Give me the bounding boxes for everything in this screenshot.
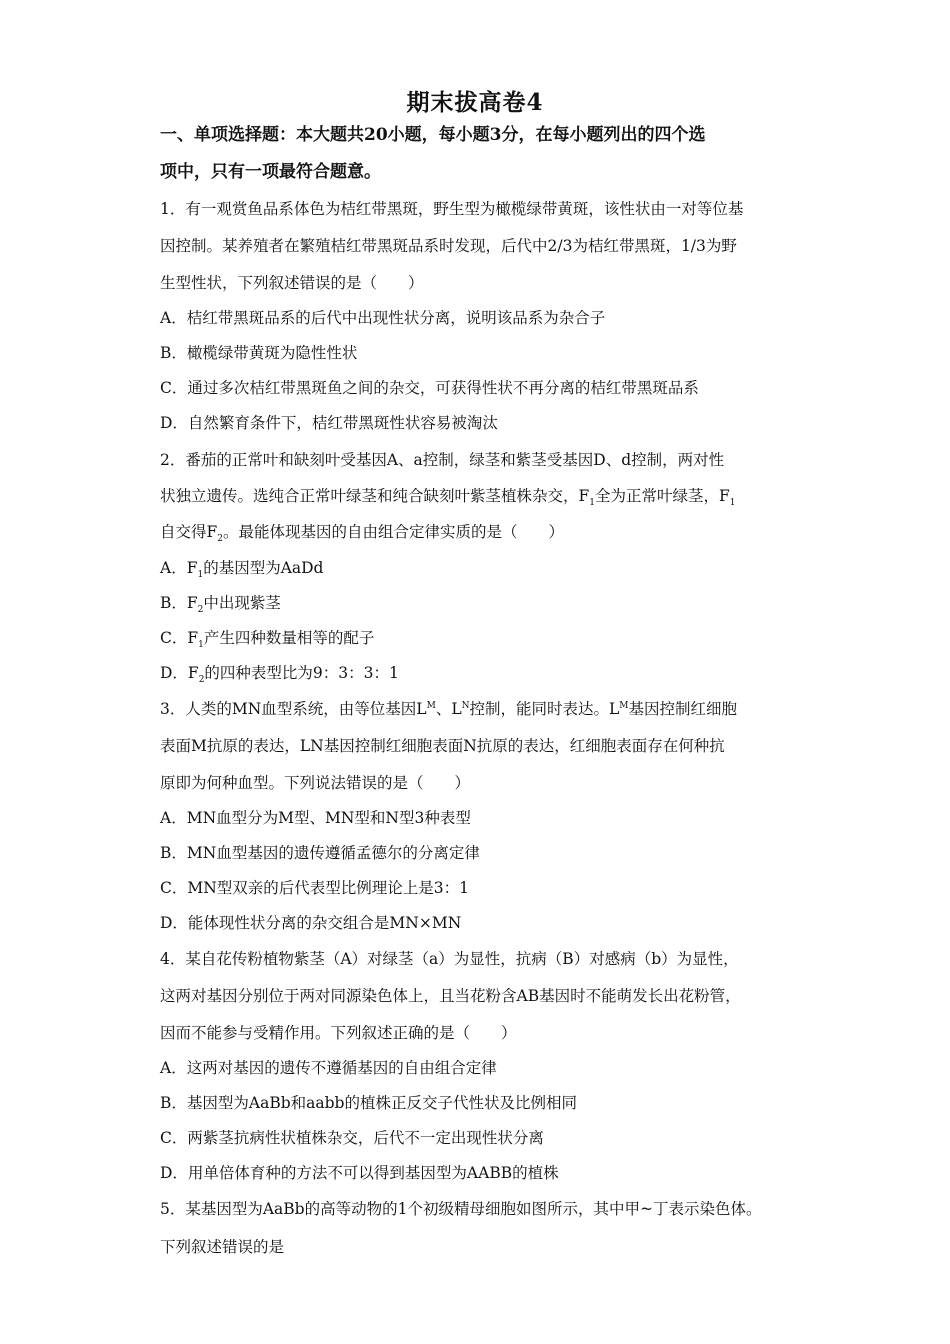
- q4-option-a: A．这两对基因的遗传不遵循基因的自由组合定律: [160, 1059, 497, 1077]
- q3-option-c: C．MN型双亲的后代表型比例理论上是3：1: [160, 879, 470, 897]
- q3-stem-line-3: 原即为何种血型。下列说法错误的是（ ）: [160, 774, 471, 792]
- q5-stem-line-2: 下列叙述错误的是: [160, 1238, 285, 1256]
- q4-stem-line-3: 因而不能参与受精作用。下列叙述正确的是（ ）: [160, 1024, 517, 1042]
- section-heading-line-2: 项中，只有一项最符合题意。: [160, 162, 381, 182]
- q2-stem-line-3: 自交得$F_2$。最能体现基因的自由组合定律实质的是（ ）: [160, 523, 565, 545]
- q2-stem-line-1: 2．番茄的正常叶和缺刻叶受基因A、a控制，绿茎和紫茎受基因D、d控制，两对性: [160, 451, 725, 469]
- q3-option-d: D．能体现性状分离的杂交组合是MN×MN: [160, 914, 462, 932]
- q2-option-a: A．$F_1$的基因型为AaDd: [160, 559, 324, 581]
- q3-option-b: B．MN血型基因的遗传遵循孟德尔的分离定律: [160, 844, 480, 862]
- q4-stem-line-1: 4．某自花传粉植物紫茎（A）对绿茎（a）为显性，抗病（B）对感病（b）为显性，: [160, 950, 739, 968]
- q2-option-b: B．$F_2$中出现紫茎: [160, 594, 281, 616]
- q4-option-c: C．两紫茎抗病性状植株杂交，后代不一定出现性状分离: [160, 1129, 544, 1147]
- q4-option-b: B．基因型为AaBb和aabb的植株正反交子代性状及比例相同: [160, 1094, 577, 1112]
- q3-option-a: A．MN血型分为M型、MN型和N型3种表型: [160, 809, 471, 827]
- q4-option-d: D．用单倍体育种的方法不可以得到基因型为AABB的植株: [160, 1164, 559, 1182]
- q1-stem-line-3: 生型性状，下列叙述错误的是（ ）: [160, 274, 424, 292]
- q1-option-b: B．橄榄绿带黄斑为隐性性状: [160, 344, 358, 362]
- q2-stem-line-2: 状独立遗传。选纯合正常叶绿茎和纯合缺刻叶紫茎植株杂交，$F_1$全为正常叶绿茎，$F_1$: [160, 487, 736, 509]
- q1-stem-line-1: 1．有一观赏鱼品系体色为桔红带黑斑，野生型为橄榄绿带黄斑，该性状由一对等位基: [160, 200, 744, 218]
- q2-option-d: D．$F_2$的四种表型比为9：3：3：1: [160, 664, 399, 686]
- section-heading-line-1: 一、单项选择题：本大题共20小题，每小题3分，在每小题列出的四个选: [160, 125, 706, 145]
- q2-option-c: C．$F_1$产生四种数量相等的配子: [160, 629, 375, 651]
- q1-option-d: D．自然繁育条件下，桔红带黑斑性状容易被淘汰: [160, 414, 498, 432]
- page-title: 期末拔高卷4: [406, 89, 544, 116]
- q3-stem-line-2: 表面M抗原的表达，LN基因控制红细胞表面N抗原的表达，红细胞表面存在何种抗: [160, 737, 725, 755]
- q1-option-c: C．通过多次桔红带黑斑鱼之间的杂交，可获得性状不再分离的桔红带黑斑品系: [160, 379, 699, 397]
- q5-stem-line-1: 5．某基因型为AaBb的高等动物的1个初级精母细胞如图所示，其中甲~丁表示染色体。: [160, 1200, 762, 1218]
- q3-stem-line-1: 3．人类的MN血型系统，由等位基因$L^M$、$L^N$控制，能同时表达。$L^M$基因控制红细胞: [160, 700, 738, 718]
- q1-option-a: A．桔红带黑斑品系的后代中出现性状分离，说明该品系为杂合子: [160, 309, 606, 327]
- q4-stem-line-2: 这两对基因分别位于两对同源染色体上，且当花粉含AB基因时不能萌发长出花粉管，: [160, 987, 741, 1005]
- q1-stem-line-2: 因控制。某养殖者在繁殖桔红带黑斑品系时发现，后代中2/3为桔红带黑斑，1/3为野: [160, 237, 737, 255]
